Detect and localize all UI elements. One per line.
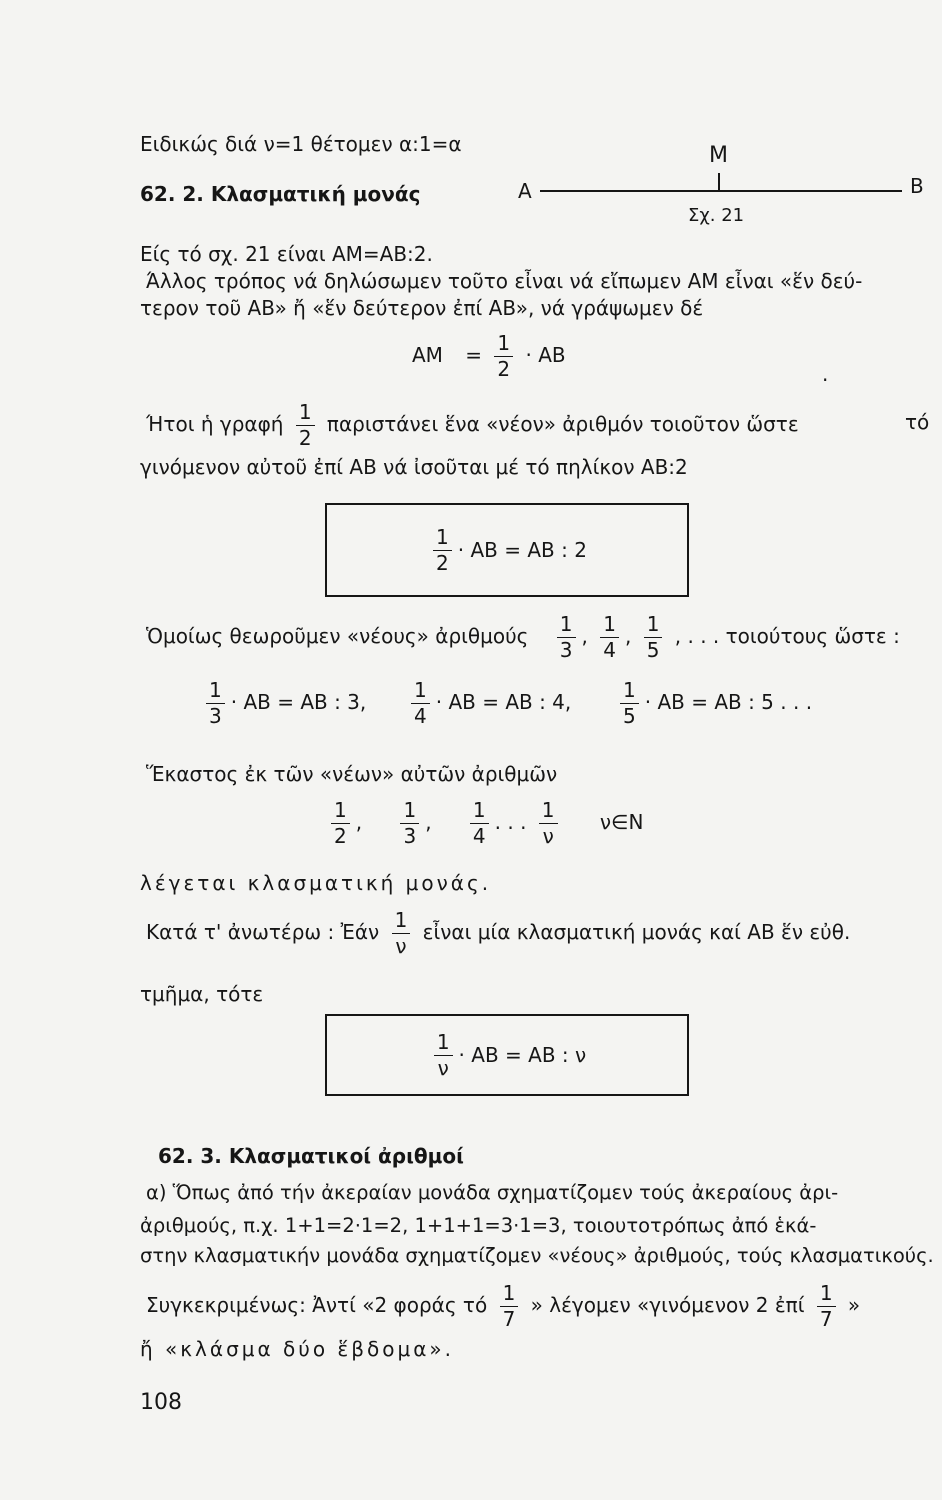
equation-third: $\frac{1}{3}$ · AB = AB : 3, (200, 680, 366, 727)
paragraph-meaning-tail: τό (905, 410, 930, 434)
fraction-one-seventh: $\frac{1}{7}$ (500, 1283, 519, 1330)
figure-label-a: A (518, 179, 532, 203)
section-heading-62-3: 62. 3. Κλασματικοί ἀριθμοί (158, 1144, 464, 1168)
paragraph-integers-line2: ἀριθμούς, π.χ. 1+1=2·1=2, 1+1+1=3·1=3, τοιουτοτρόπως ἀπό ἑκά- (140, 1214, 817, 1237)
paragraph-new-numbers: Ὁμοίως θεωροῦμεν «νέους» ἀριθμούς $\frac{1}{3}$ , $\frac{1}{4}$ , $\frac{1}{5}$ , . . . τοιούτους ὥστε : (146, 612, 900, 662)
paragraph-meaning: Ήτοι ἡ γραφή $\frac{1}{2}$ παριστάνει ἕνα «νέον» ἀριθμόν τοιοῦτον ὥστε (146, 400, 799, 450)
fractional-units-list: $\frac{1}{2}$ , $\frac{1}{3}$ , $\frac{1}{4}$ . . . $\frac{1}{\nu}$ ν∈N (325, 800, 643, 847)
figure-label-m: M (709, 143, 728, 168)
equation-quarter: $\frac{1}{4}$ · AB = AB : 4, (405, 680, 571, 727)
eq-lhs: AM (412, 343, 443, 367)
paragraph-according: Κατά τ' ἀνωτέρω : Ἐάν $\frac{1}{\nu}$ εἶναι μία κλασματική μονάς καί AB ἕν εὐθ. (146, 908, 851, 958)
paragraph-according-line2: τμῆμα, τότε (140, 982, 264, 1006)
eq-trailing-dot: . (822, 362, 829, 386)
paragraph-each-number: Ἕκαστος ἐκ τῶν «νέων» αὐτῶν ἀριθμῶν (146, 762, 558, 786)
fraction-one-quarter: $\frac{1}{4}$ (600, 614, 619, 661)
fraction-one-third: $\frac{1}{3}$ (557, 614, 576, 661)
line-special-case: Ειδικώς διά ν=1 θέτομεν α:1=α (140, 132, 462, 156)
equation-am-half-ab (412, 333, 566, 380)
fraction-one-fifth: $\frac{1}{5}$ (644, 614, 663, 661)
paragraph-meaning-line2: γινόμενον αὐτοῦ ἐπί AB νά ἰσοῦται μέ τό πηλίκον AB:2 (140, 455, 688, 479)
paragraph-two-sevenths: ἤ «κλάσμα δύο ἕβδομα». (140, 1337, 454, 1361)
fraction-one-half: $\frac{1}{2}$ (433, 527, 452, 574)
eq-sign: = (465, 343, 483, 367)
fraction-one-half: $\frac{1}{2}$ (296, 402, 315, 449)
fraction-one-over-nu: $\frac{1}{\nu}$ (434, 1032, 453, 1079)
fraction-one-half: $\frac{1}{2}$ (494, 333, 513, 380)
eq-rhs: · AB (525, 343, 566, 367)
paragraph-integers-line3: στην κλασματικήν μονάδα σχηματίζομεν «νέους» ἀριθμούς, τούς κλασματικούς. (140, 1244, 934, 1267)
fraction-one-seventh: $\frac{1}{7}$ (817, 1283, 836, 1330)
boxed-equation-nu: $\frac{1}{\nu}$ · AB = AB : ν (325, 1014, 689, 1096)
paragraph-alternative-line1: Άλλος τρόπος νά δηλώσωμεν τοῦτο εἶναι νά εἴπωμεν AM εἶναι «ἕν δεύ- (146, 269, 863, 293)
page-number: 108 (140, 1390, 182, 1415)
boxed-equation-half: $\frac{1}{2}$ · AB = AB : 2 (325, 503, 689, 597)
paragraph-integers-line1: α) Ὅπως ἀπό τήν ἀκεραίαν μονάδα σχηματίζομεν τούς ἀκεραίους ἀρι- (146, 1181, 839, 1204)
fraction-one-over-nu: $\frac{1}{\nu}$ (392, 910, 411, 957)
segment-ab (540, 190, 902, 192)
paragraph-am-ab: Είς τό σχ. 21 είναι AM=AB:2. (140, 242, 433, 266)
midpoint-tick (718, 173, 720, 191)
paragraph-specifically: Συγκεκριμένως: Ἀντί «2 φοράς τό $\frac{1}{7}$ » λέγομεν «γινόμενον 2 ἐπί $\frac{1}{7}$ » (146, 1281, 861, 1331)
equation-fifth: $\frac{1}{5}$ · AB = AB : 5 . . . (614, 680, 812, 727)
figure-caption: Σχ. 21 (688, 205, 745, 226)
paragraph-called-unit: λέγεται κλασματική μονάς. (140, 871, 492, 895)
paragraph-alternative-line2: τερον τοῦ AB» ἤ «ἕν δεύτερον ἐπί AB», νά γράψωμεν δέ (140, 296, 704, 320)
figure-label-b: B (910, 174, 924, 198)
section-heading-62-2: 62. 2. Κλασματική μονάς (140, 182, 421, 206)
